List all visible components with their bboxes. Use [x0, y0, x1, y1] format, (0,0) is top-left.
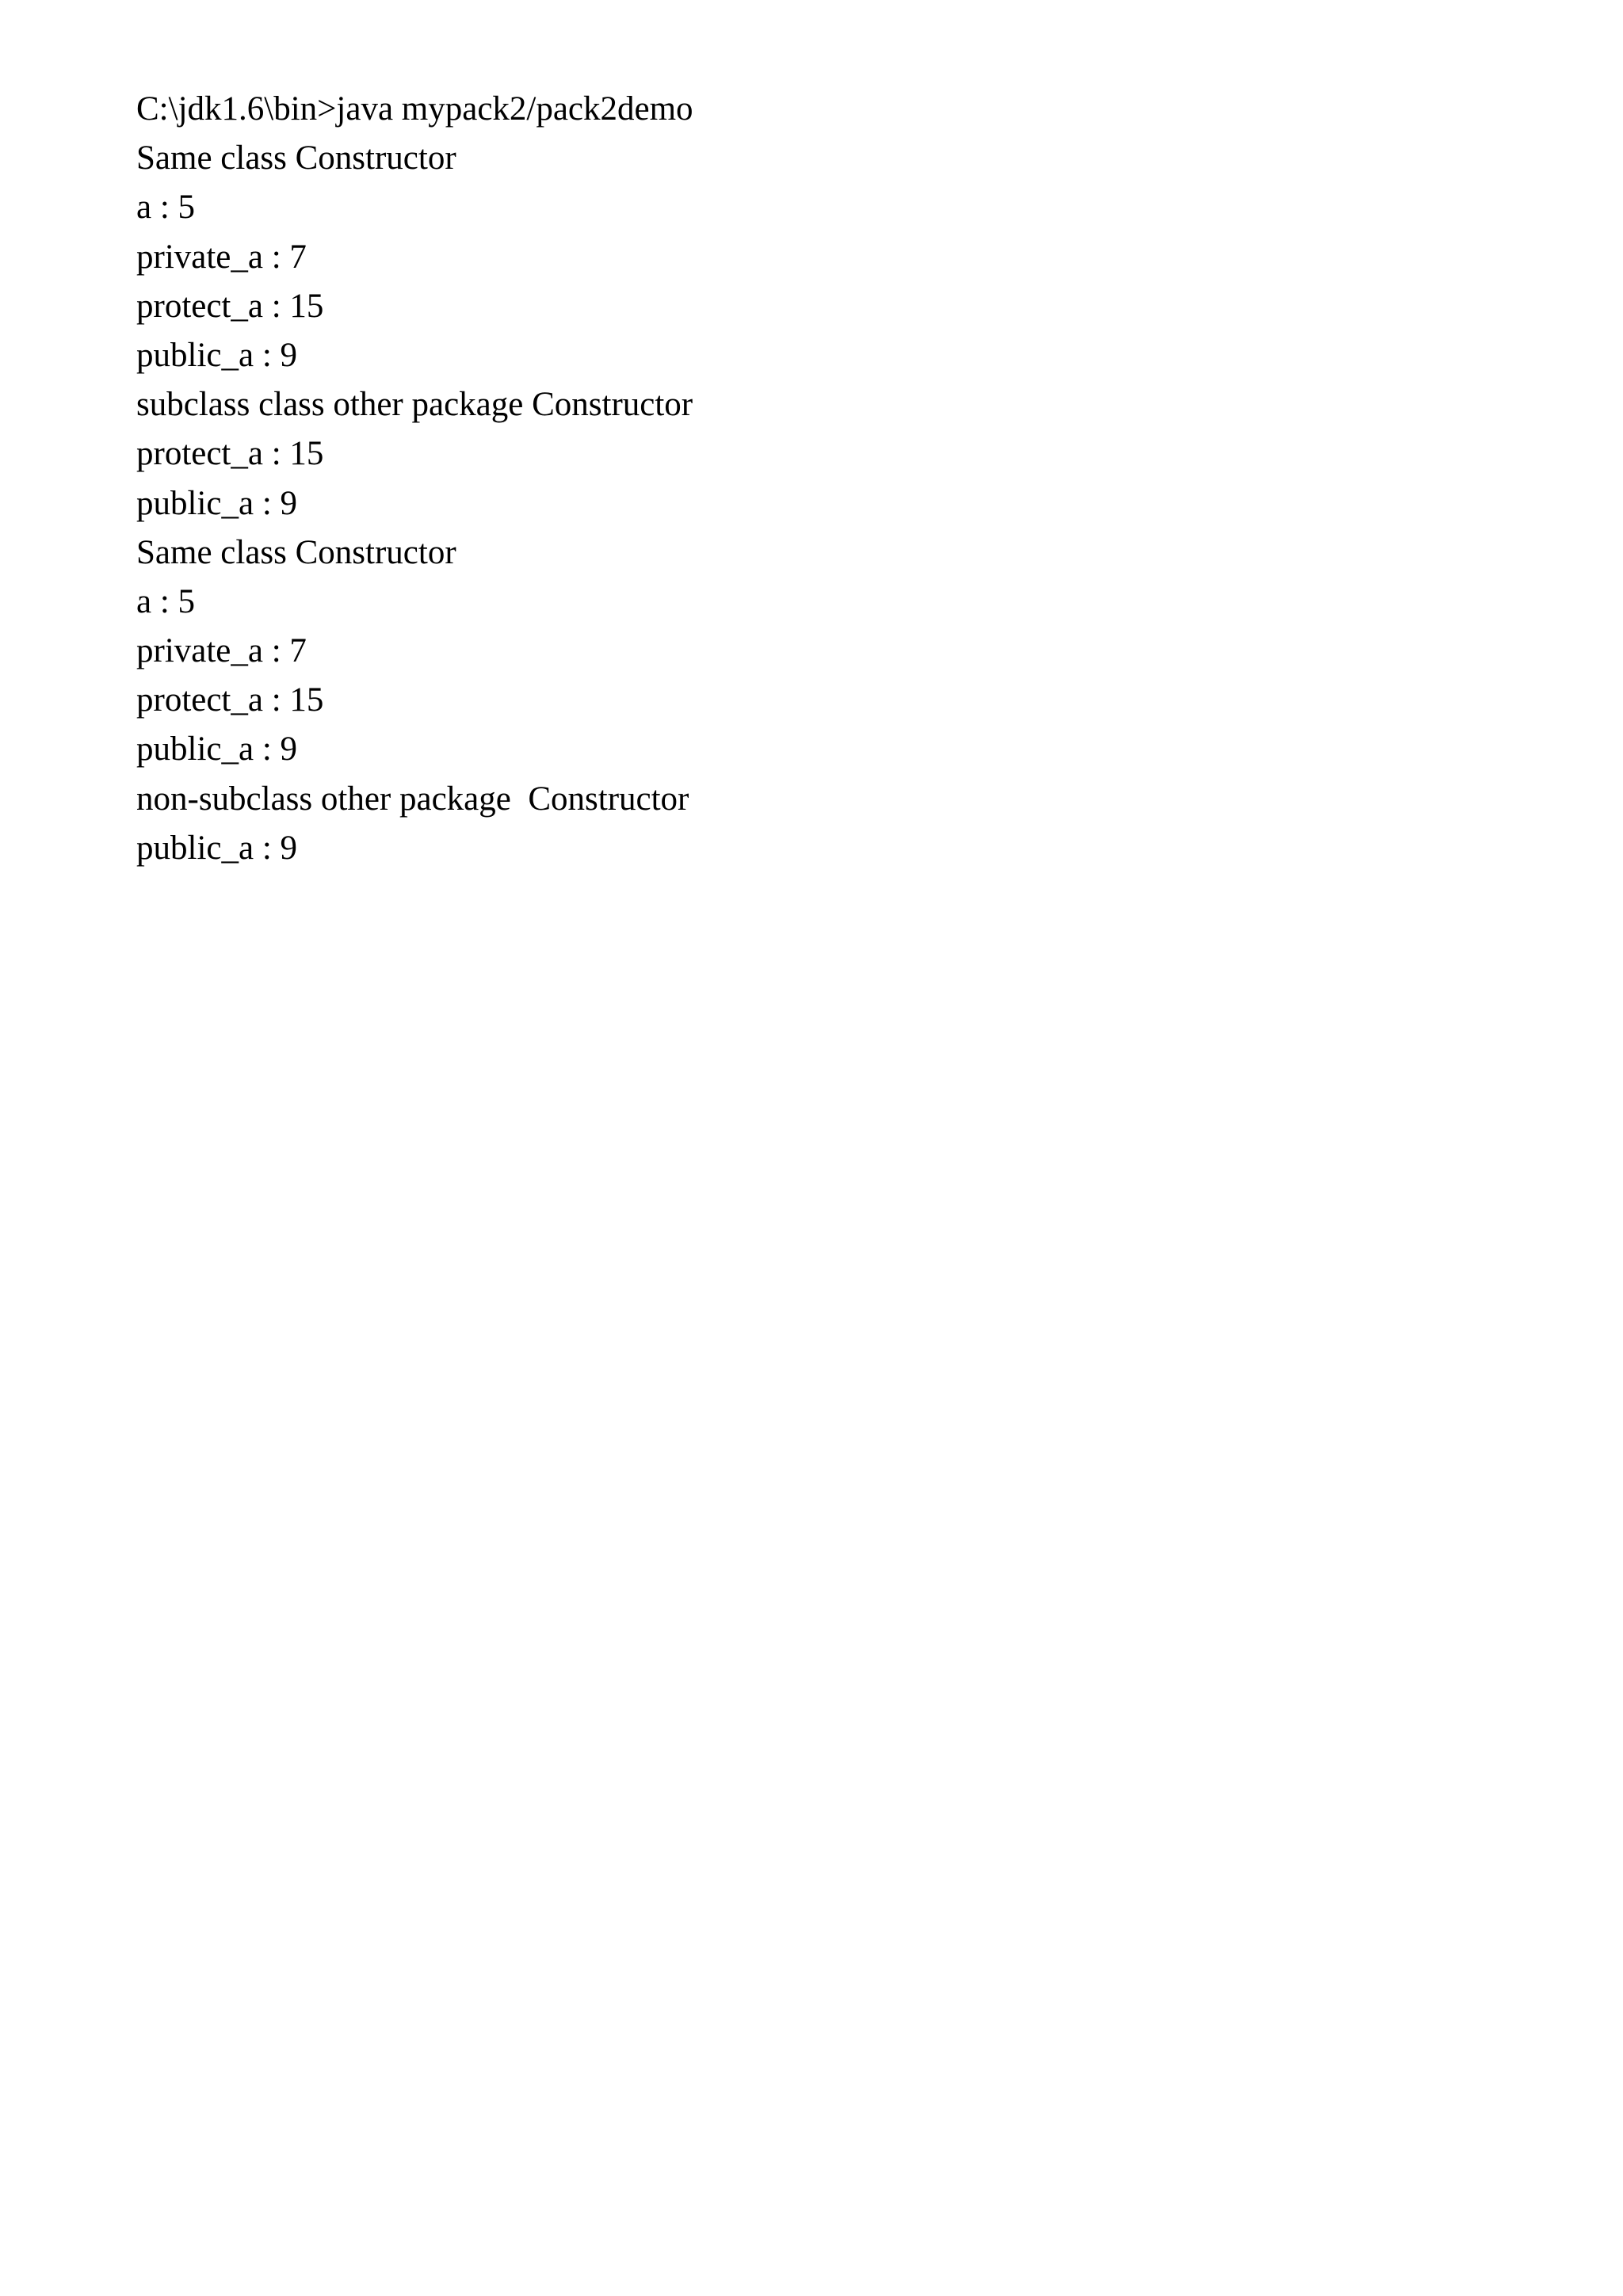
output-line: Same class Constructor: [136, 533, 456, 571]
output-line: public_a : 9: [136, 336, 298, 374]
output-line: protect_a : 15: [136, 681, 324, 719]
output-line: public_a : 9: [136, 829, 298, 867]
command-line: C:\jdk1.6\bin>java mypack2/pack2demo: [136, 90, 693, 128]
console-output: [136, 85, 693, 873]
output-line: subclass class other package Constructor: [136, 386, 693, 424]
output-line: non-subclass other package Constructor: [136, 780, 689, 818]
output-line: a : 5: [136, 189, 196, 227]
output-line: protect_a : 15: [136, 287, 324, 325]
output-line: public_a : 9: [136, 730, 298, 769]
output-line: Same class Constructor: [136, 139, 456, 177]
output-line: a : 5: [136, 582, 196, 620]
output-line: protect_a : 15: [136, 435, 324, 473]
output-line: private_a : 7: [136, 238, 307, 276]
output-line: public_a : 9: [136, 484, 298, 522]
output-line: private_a : 7: [136, 632, 307, 670]
